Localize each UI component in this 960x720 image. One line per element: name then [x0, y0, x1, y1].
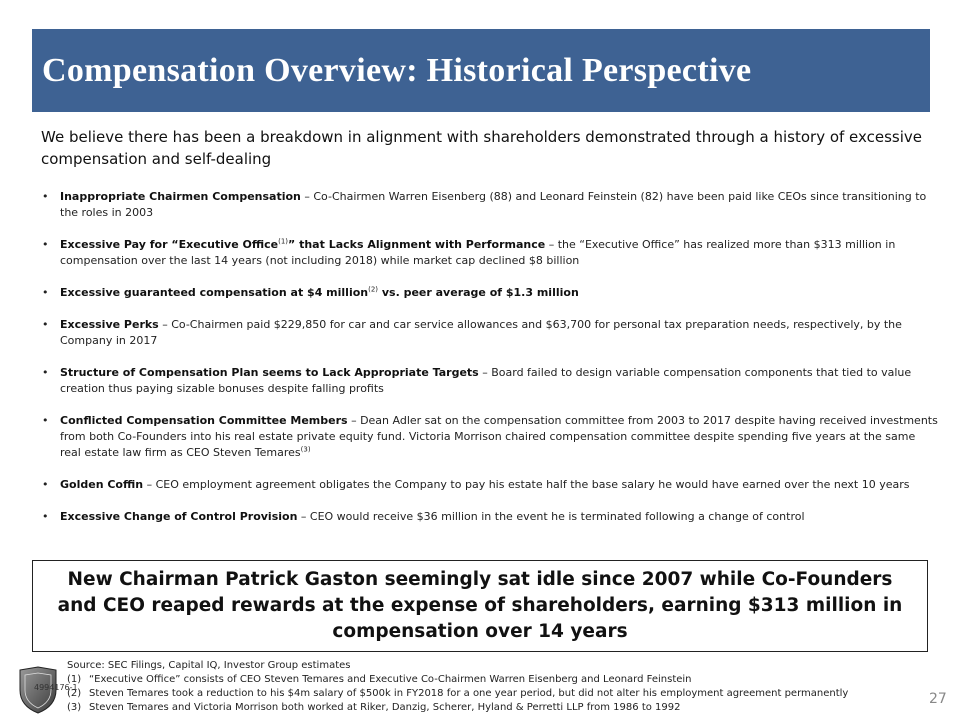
- bullet-dot-icon: •: [42, 286, 49, 299]
- bullet-list: [42, 189, 938, 541]
- page-title: Compensation Overview: Historical Perspective: [42, 52, 752, 89]
- bullet-dot-icon: •: [42, 414, 49, 427]
- footnote-number: (2): [67, 688, 82, 699]
- bullet-dot-icon: •: [42, 366, 49, 379]
- bullet-dot-icon: •: [42, 238, 49, 251]
- bullet-heading: Excessive Change of Control Provision: [60, 510, 298, 523]
- bullet-text: – Dean Adler sat on the compensation committee from 2003 to 2017 despite having received investments from both Co-Founders into his real estate private equity fund. Victoria Morrison chaired compensation committee despite spending five years at the same real estate law firm as CEO Steven Temares: [60, 414, 938, 459]
- footnote-number: (3): [67, 702, 82, 713]
- bullet-heading-cont: vs. peer average of $1.3 million: [378, 286, 579, 299]
- bullet-heading: Golden Coffin: [60, 478, 144, 491]
- callout-box: [32, 560, 928, 652]
- bullet-item: [42, 509, 938, 525]
- bullet-text: – CEO would receive $36 million in the event he is terminated following a change of control: [297, 510, 805, 523]
- footnote: [67, 673, 927, 687]
- bullet-heading-cont: ” that Lacks Alignment with Performance: [288, 238, 546, 251]
- bullet-dot-icon: •: [42, 478, 49, 491]
- logo-id-label: 4994176-1: [34, 683, 78, 692]
- bullet-heading: Conflicted Compensation Committee Members: [60, 414, 348, 427]
- bullet-item: [42, 285, 938, 301]
- footnote-text: Steven Temares took a reduction to his $4m salary of $500k in FY2018 for a one year period, but did not alter his employment agreement permanently: [89, 688, 849, 699]
- footnote-ref: (2): [368, 285, 379, 294]
- bullet-item: [42, 237, 938, 269]
- source-line: Source: SEC Filings, Capital IQ, Investor Group estimates: [67, 660, 351, 671]
- bullet-dot-icon: •: [42, 318, 49, 331]
- bullet-item: [42, 477, 938, 493]
- footnote-number: (1): [67, 674, 82, 685]
- bullet-text: – Co-Chairmen paid $229,850 for car and car service allowances and $63,700 for personal tax preparation needs, respectively, by the Company in 2017: [60, 318, 902, 347]
- bullet-item: [42, 317, 938, 349]
- bullet-item: [42, 189, 938, 221]
- footnote: [67, 687, 927, 701]
- bullet-heading: Excessive Pay for “Executive Office: [60, 238, 279, 251]
- bullet-heading: Inappropriate Chairmen Compensation: [60, 190, 301, 203]
- bullet-text: – Board failed to design variable compensation components that tied to value creation thus paying sizable bonuses despite falling profits: [60, 366, 912, 395]
- bullet-item: [42, 365, 938, 397]
- footnote: [67, 701, 927, 715]
- bullet-text: – Co-Chairmen Warren Eisenberg (88) and Leonard Feinstein (82) have been paid like CEOs since transitioning to the roles in 2003: [60, 190, 927, 219]
- intro-statement: We believe there has been a breakdown in alignment with shareholders demonstrated through a history of excessive compensation and self-dealing: [41, 128, 923, 168]
- footnote-ref: (3): [300, 445, 311, 454]
- bullet-dot-icon: •: [42, 190, 49, 203]
- footnote-text: Steven Temares and Victoria Morrison both worked at Riker, Danzig, Scherer, Hyland & Perretti LLP from 1986 to 1992: [89, 702, 681, 713]
- bullet-dot-icon: •: [42, 510, 49, 523]
- bullet-heading: Excessive guaranteed compensation at $4 million: [60, 286, 369, 299]
- bullet-item: [42, 413, 938, 461]
- footnote-text: “Executive Office” consists of CEO Steven Temares and Executive Co-Chairmen Warren Eisenberg and Leonard Feinstein: [89, 674, 692, 685]
- page-number: 27: [929, 691, 947, 707]
- bullet-text: – the “Executive Office” has realized more than $313 million in compensation over the last 14 years (not including 2018) while market cap declined $8 billion: [60, 238, 896, 267]
- footnotes: [67, 659, 927, 715]
- title-bar: [32, 29, 930, 112]
- bullet-text: – CEO employment agreement obligates the Company to pay his estate half the base salary he would have earned over the next 10 years: [143, 478, 910, 491]
- bullet-heading: Excessive Perks: [60, 318, 159, 331]
- bullet-heading: Structure of Compensation Plan seems to Lack Appropriate Targets: [60, 366, 479, 379]
- footnote-ref: (1): [278, 237, 289, 246]
- callout-text: New Chairman Patrick Gaston seemingly sat idle since 2007 while Co-Founders and CEO reaped rewards at the expense of shareholders, earning $313 million in compensation over 14 years: [57, 569, 903, 642]
